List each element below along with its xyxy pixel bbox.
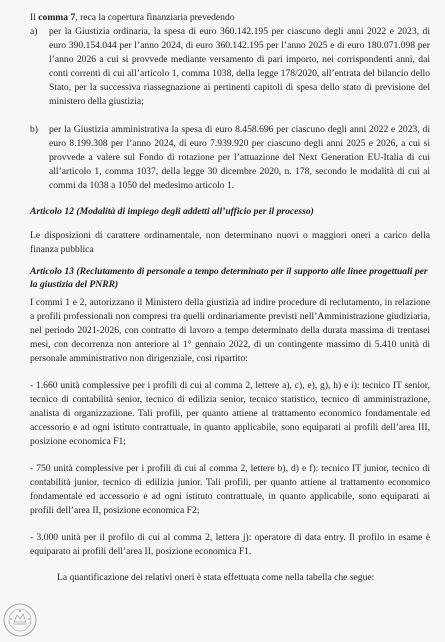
- article-12-text: Le disposizioni di carattere ordinamentale, non determinano nuovi o maggiori oneri a carico della finanza pubblica: [30, 230, 430, 255]
- list-item-a-text: per la Giustizia ordinaria, la spesa di euro 360.142.195 per ciascuno degli anni 2022 e 2023, di euro 390.154.044 per l’anno 2024, di euro 360.142.195 per l’anno 2025 e di euro 180.071.098 per l’anno 2026 a cui si provvede mediante versamento di pari importo, nei corrispondenti anni, dai conti correnti di cui all’articolo 1, comma 1038, della legge 178/2020, all’entrata del bilancio dello Stato, per la successiva riassegnazione ai pertinenti capitoli di spesa dello stato di previsione del ministero della giustizia;: [49, 26, 430, 107]
- list-item-b-text: per la Giustizia amministrativa la spesa di euro 8.458.696 per ciascuno degli anni 2022 e 2023, di euro 8.199.308 per l’anno 2024, di euro 7.939.920 per ciascuno degli anni 2025 e 2026, a cui si provvede a valere sul Fondo di rotazione per l’attuazione del Next Generation EU-Italia di cui all’articolo 1, comma 1037, della legge 30 dicembre 2020, n. 178, secondo le modalità di cui ai commi da 1038 a 1050 del medesimo articolo 1.: [49, 124, 430, 191]
- intro-paragraph: [30, 11, 430, 25]
- official-seal-stamp: [2, 602, 38, 638]
- article-13-title: Articolo 13 (Reclutamento di personale a tempo determinato per il supporto alle linee progettuali per la giustizia del PNRR): [30, 266, 428, 290]
- article-13-paragraph-2: - 1.660 unità complessive per i profili di cui al comma 2, lettere a), c), e), g), h) e i): tecnico IT senior, tecnico di contabilità senior, tecnico di edilizia senior, tecnico statistico, tecnico di amministrazione, analista di organizzazione. Tali profili, per quanto attiene al trattamento economico fondamentale ed accessorio e ad ogni istituto contrattuale, in quanto applicabile, sono equiparati ai profili dell’area III, posizione economica F1;: [30, 380, 430, 447]
- article-13-paragraph-1: I commi 1 e 2, autorizzano il Ministero della giustizia ad indire procedure di reclutamento, in relazione a profili professionali non compresi tra quelli ordinariamente previsti nell’Amministrazione giudiziaria, nel periodo 2021-2026, con contratto di lavoro a tempo determinato della durata massima di trentasei mesi, con decorrenza non anteriore al 1° gennaio 2022, di un contingente massimo di 5.410 unità di personale amministrativo non dirigenziale, così ripartito:: [30, 297, 430, 364]
- article-13-paragraph-3: - 750 unità complessive per i profili di cui al comma 2, lettere b), d) e f): tecnico IT junior, tecnico di contabilità junior, tecnico di edilizia junior. Tali profili, per quanto attiene al trattamento economico fondamentale ed accessorio e ad ogni istituto contrattuale, in quanto applicabile, sono equiparati ai profili dell’area II, posizione economica F2;: [30, 463, 430, 516]
- intro-suffix: , reca la copertura finanziaria prevedendo: [75, 12, 235, 23]
- intro-comma-label: comma 7: [38, 12, 76, 23]
- article-12-title: Articolo 12 (Modalità di impiego degli addetti all’ufficio per il processo): [30, 206, 314, 217]
- article-13-paragraph-5: La quantificazione dei relativi oneri è stata effettuata come nella tabella che segue:: [57, 572, 375, 583]
- intro-prefix: Il: [30, 12, 39, 23]
- list-item-label-a: a): [30, 26, 38, 37]
- article-13-paragraph-4: - 3.000 unità per il profilo di cui al comma 2, lettera j): operatore di data entry. Il profilo in esame è equiparato ai profili dell’area II, posizione economica F1.: [30, 532, 430, 557]
- list-item-label-b: b): [30, 124, 38, 135]
